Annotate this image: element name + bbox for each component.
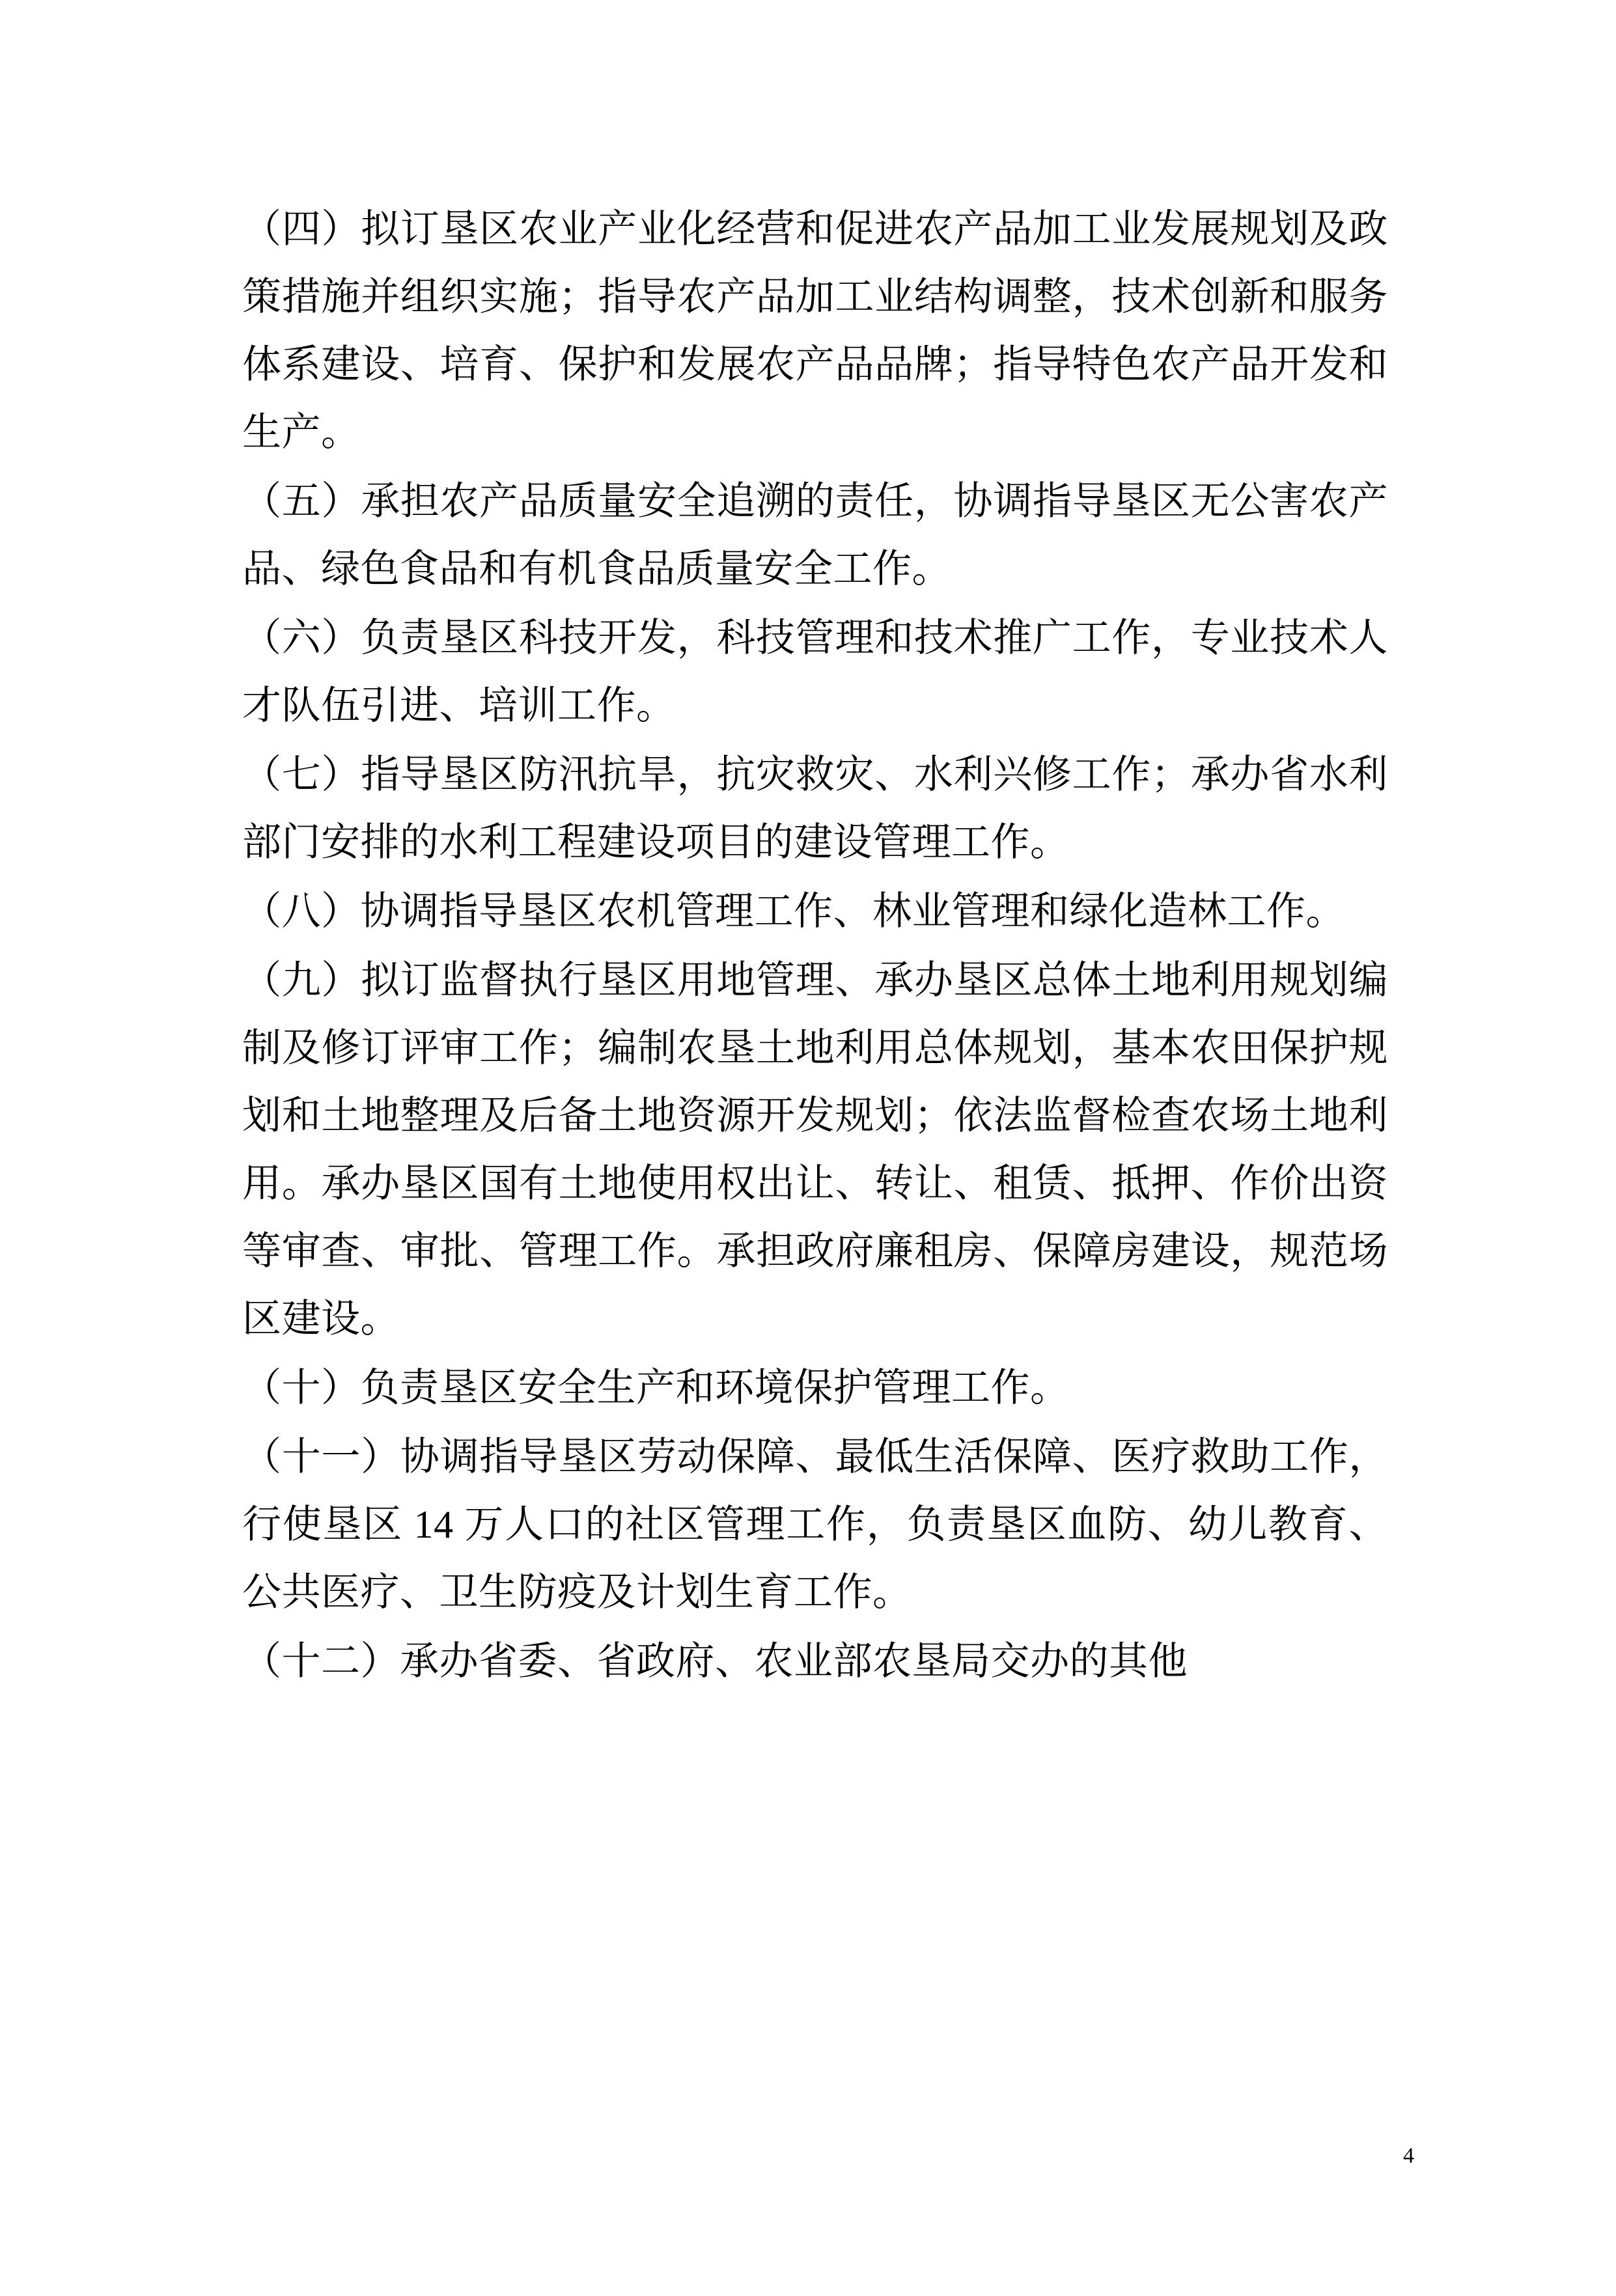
paragraph-item: （十）负责垦区安全生产和环境保护管理工作。 xyxy=(242,1366,1070,1409)
paragraph-item: （十二）承办省委、省政府、农业部农垦局交办的其他 xyxy=(242,1640,1188,1683)
paragraph-item: （七）指导垦区防汛抗旱，抗灾救灾、水利兴修工作；承办省水利部门安排的水利工程建设项目的建设管理工作。 xyxy=(242,753,1388,864)
paragraph-item: （四）拟订垦区农业产业化经营和促进农产品加工业发展规划及政策措施并组织实施；指导农产品加工业结构调整，技术创新和服务体系建设、培育、保护和发展农产品品牌；指导特色农产品开发和生产。 xyxy=(242,208,1388,454)
paragraph-item: （五）承担农产品质量安全追溯的责任，协调指导垦区无公害农产品、绿色食品和有机食品质量安全工作。 xyxy=(242,480,1388,590)
paragraph-item: （六）负责垦区科技开发，科技管理和技术推广工作，专业技术人才队伍引进、培训工作。 xyxy=(242,616,1388,727)
paragraph-item: （九）拟订监督执行垦区用地管理、承办垦区总体土地利用规划编制及修订评审工作；编制农垦土地利用总体规划，基本农田保护规划和土地整理及后备土地资源开发规划；依法监督检查农场土地利用。承办垦区国有土地使用权出让、转让、租赁、抵押、作价出资等审查、审批、管理工作。承担政府廉租房、保障房建设，规范场区建设。 xyxy=(242,959,1388,1340)
paragraph-item: （八）协调指导垦区农机管理工作、林业管理和绿化造林工作。 xyxy=(242,890,1345,933)
document-body xyxy=(242,195,1388,1696)
page-number: 4 xyxy=(1403,2144,1414,2168)
paragraph-item: （十一）协调指导垦区劳动保障、最低生活保障、医疗救助工作，行使垦区 14 万人口的社区管理工作，负责垦区血防、幼儿教育、公共医疗、卫生防疫及计划生育工作。 xyxy=(242,1435,1388,1614)
